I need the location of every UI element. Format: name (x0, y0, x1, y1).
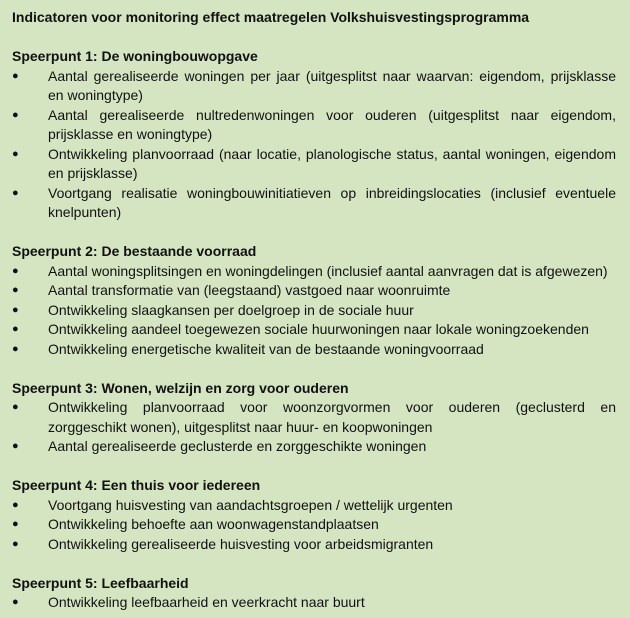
bullet-list (12, 398, 616, 457)
list-item (12, 515, 616, 535)
list-item-text: Aantal transformatie van (leegstaand) vastgoed naar woonruimte (48, 282, 451, 298)
bullet-icon: ● (12, 401, 19, 413)
list-item-text: Ontwikkeling behoefte aan woonwagenstandplaatsen (48, 516, 379, 532)
section-speerpunt-1 (12, 47, 616, 223)
bullet-icon: ● (12, 69, 19, 82)
list-item (12, 262, 616, 282)
list-item (12, 106, 616, 145)
bullet-icon: ● (12, 498, 19, 511)
section-heading: Speerpunt 1: De woningbouwopgave (12, 48, 258, 64)
list-item-text: Aantal gerealiseerde geclusterde en zorggeschikte woningen (48, 438, 427, 454)
list-item (12, 67, 616, 106)
list-item (12, 320, 616, 340)
list-item (12, 496, 616, 516)
section-heading: Speerpunt 4: Een thuis voor iedereen (12, 477, 261, 493)
bullet-icon: ● (12, 323, 19, 335)
list-item-text: Ontwikkeling planvoorraad voor woonzorgvormen voor ouderen (geclusterd en zorggeschikt wonen), uitgesplitst naar huur- en koopwoningen (48, 399, 616, 435)
list-item-text: Ontwikkeling leefbaarheid en veerkracht naar buurt (48, 594, 365, 610)
section-heading: Speerpunt 5: Leefbaarheid (12, 574, 189, 591)
sections-container (12, 47, 616, 613)
list-item-text: Ontwikkeling gerealiseerde huisvesting voor arbeidsmigranten (48, 535, 434, 552)
bullet-icon: ● (12, 108, 19, 121)
list-item (12, 145, 616, 184)
bullet-icon: ● (12, 303, 19, 316)
section-heading: Speerpunt 2: De bestaande voorraad (12, 243, 257, 259)
bullet-list (12, 262, 616, 360)
bullet-icon: ● (12, 147, 19, 160)
bullet-list (12, 67, 616, 223)
list-item-text: Aantal gerealiseerde woningen per jaar (uitgesplitst naar waarvan: eigendom, prijsklasse en woningtype) (48, 67, 616, 103)
bullet-icon: ● (12, 264, 19, 277)
bullet-icon: ● (12, 537, 19, 550)
section-heading: Speerpunt 3: Wonen, welzijn en zorg voor ouderen (12, 379, 349, 396)
list-item (12, 398, 616, 437)
section-speerpunt-3 (12, 379, 616, 457)
list-item-text: Voortgang realisatie woningbouwinitiatieven op inbreidingslocaties (inclusief eventuele knelpunten) (48, 184, 616, 220)
section-speerpunt-2 (12, 242, 616, 359)
section-speerpunt-5 (12, 574, 616, 613)
bullet-icon: ● (12, 440, 19, 452)
bullet-icon: ● (12, 284, 19, 296)
list-item-text: Ontwikkeling aandeel toegewezen sociale huurwoningen naar lokale woningzoekenden (48, 321, 589, 337)
list-item-text: Aantal gerealiseerde nultredenwoningen voor ouderen (uitgesplitst naar eigendom, prijsklasse en woningtype) (48, 106, 616, 142)
list-item (12, 593, 616, 613)
bullet-icon: ● (12, 518, 19, 530)
list-item-text: Voortgang huisvesting van aandachtsgroepen / wettelijk urgenten (48, 496, 453, 513)
list-item-text: Ontwikkeling planvoorraad (naar locatie, planologische status, aantal woningen, eigendom en prijsklasse) (48, 145, 616, 181)
bullet-list (12, 496, 616, 555)
list-item-text: Ontwikkeling energetische kwaliteit van de bestaande woningvoorraad (48, 340, 484, 357)
list-item (12, 340, 616, 360)
bullet-icon: ● (12, 596, 19, 608)
list-item (12, 535, 616, 555)
bullet-icon: ● (12, 342, 19, 355)
list-item-text: Ontwikkeling slaagkansen per doelgroep in de sociale huur (48, 301, 414, 318)
section-speerpunt-4 (12, 476, 616, 554)
list-item (12, 301, 616, 321)
bullet-icon: ● (12, 186, 19, 199)
list-item (12, 184, 616, 223)
list-item (12, 437, 616, 457)
list-item (12, 281, 616, 301)
list-item-text: Aantal woningsplitsingen en woningdelingen (inclusief aantal aanvragen dat is afgewezen) (48, 262, 608, 279)
bullet-list (12, 593, 616, 613)
document-title: Indicatoren voor monitoring effect maatregelen Volkshuisvestingsprogramma (12, 9, 530, 25)
